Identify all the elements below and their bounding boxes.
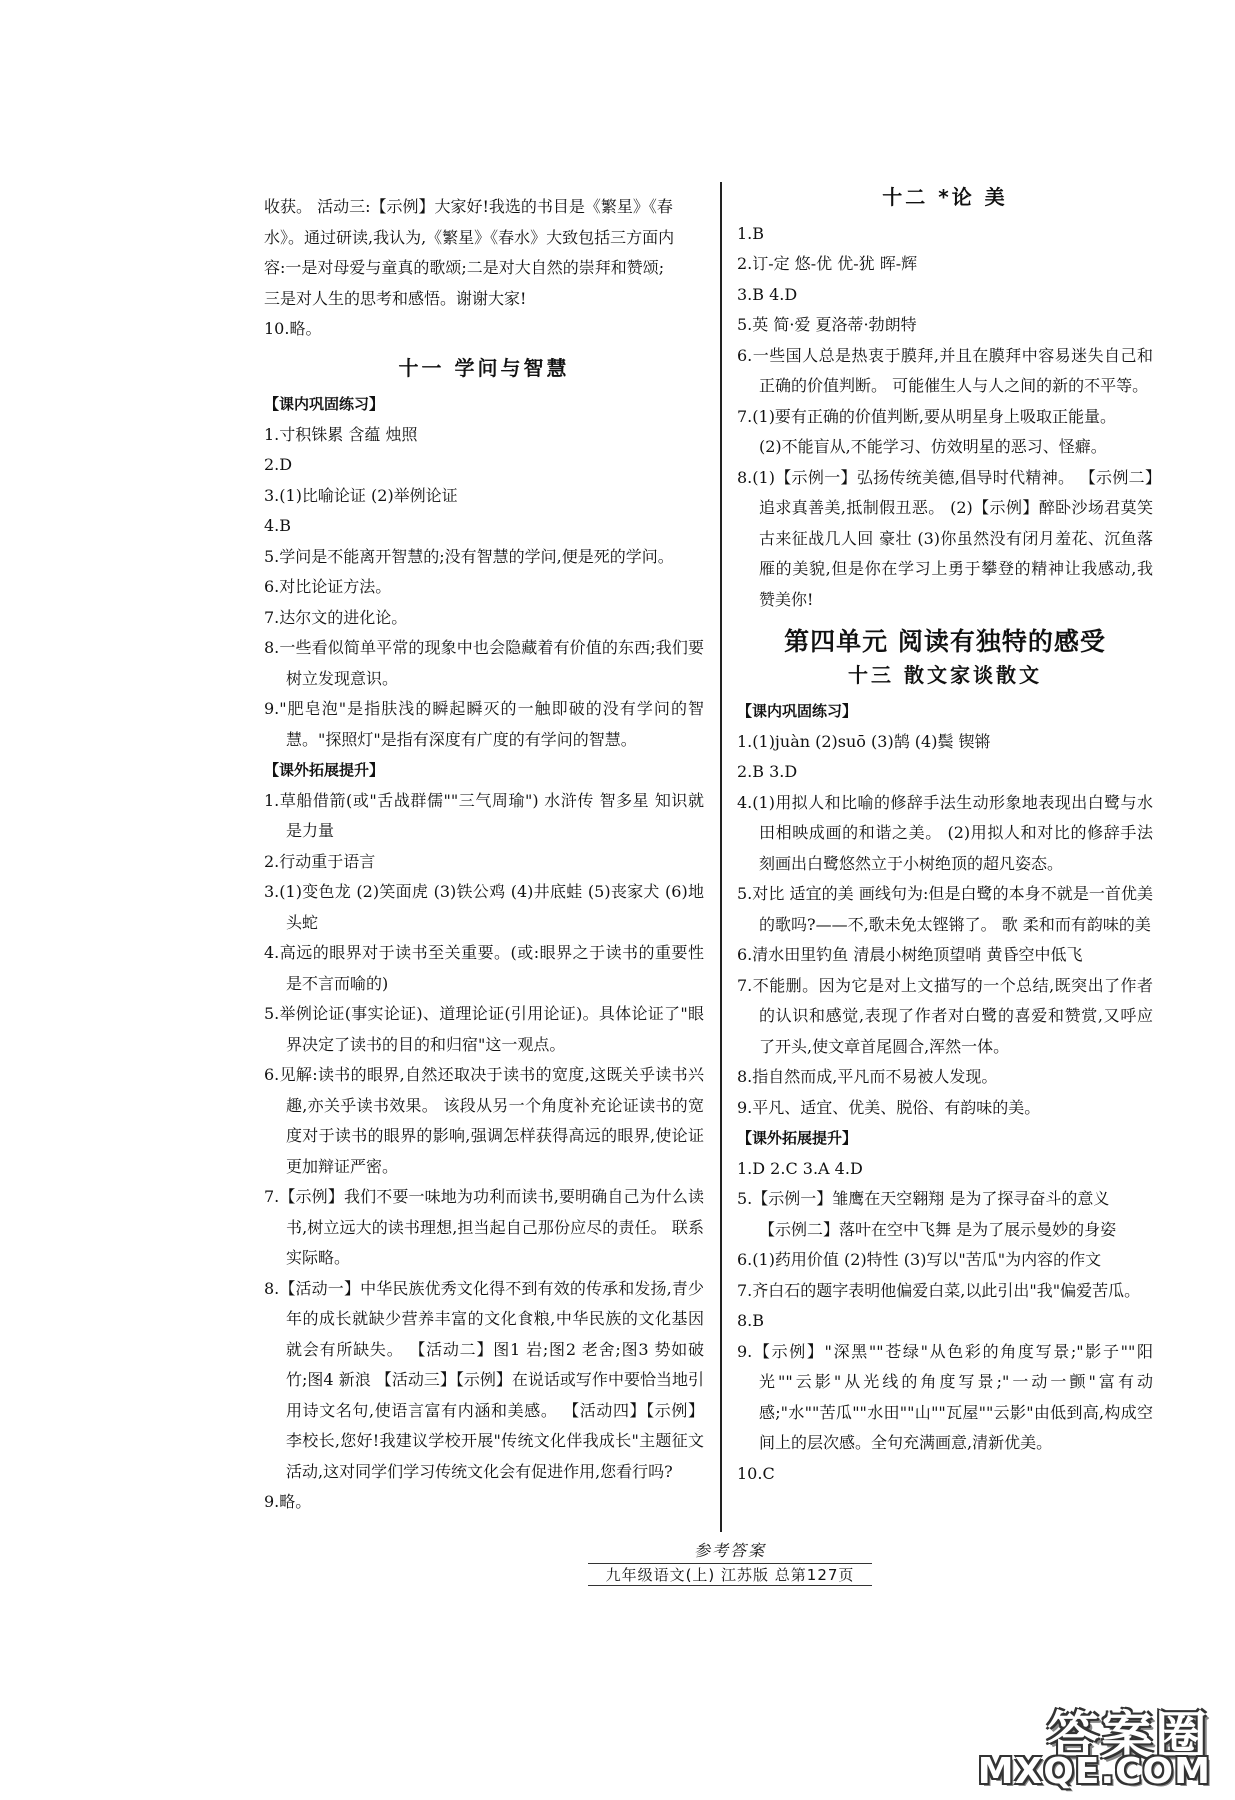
answer-item: 3.(1)比喻论证 (2)举例论证 xyxy=(264,485,458,505)
answer-item: 1.(1)juàn (2)suō (3)鹄 (4)鬓 锲锵 xyxy=(737,731,991,751)
text-line: 容:一是对母爱与童真的歌颂;二是对大自然的崇拜和赞颂; xyxy=(264,258,665,277)
answer-item: 2.订-定 悠-优 优-犹 晖-辉 xyxy=(737,254,918,273)
subhead: 【课内巩固练习】 xyxy=(264,395,385,413)
subhead: 【课外拓展提升】 xyxy=(264,761,385,779)
answer-item: 3.B 4.D xyxy=(737,284,798,304)
watermark-bottom: MXQE.COM xyxy=(977,1751,1211,1792)
top-lines xyxy=(264,192,704,345)
answer-item: 2.D xyxy=(264,455,293,474)
answer-item: 8.B xyxy=(737,1311,765,1330)
answer-item: 8.【活动一】中华民族优秀文化得不到有效的传承和发扬,青少年的成长就缺少营养丰富的文化食粮,中华民族的文化基因就会有所缺失。 【活动二】图1 岩;图2 老舍;图3 势如破竹;图4 新浪 【活动三】【示例】在说话或写作中要恰当地引用诗文名句,使语言富有内涵和美感。 【活动四】【示例】李校长,您好!我建议学校开展"传统文化伴我成长"主题征文活动,这对同学们学习传统文化会有促进作用,您看行吗? xyxy=(264,1278,704,1481)
answer-item: 1.寸积铢累 含蕴 烛照 xyxy=(264,424,418,444)
answer-item: 1.草船借箭(或"舌战群儒""三气周瑜") 水浒传 智多星 知识就是力量 xyxy=(264,790,704,840)
answer-item: 5.学问是不能离开智慧的;没有智慧的学问,便是死的学问。 xyxy=(264,546,674,566)
text-line: 水》。通过研读,我认为,《繁星》《春水》大致包括三方面内 xyxy=(264,227,675,247)
answer-item: 7.齐白石的题字表明他偏爱白菜,以此引出"我"偏爱苦瓜。 xyxy=(737,1280,1141,1300)
section-title: 十三 散文家谈散文 xyxy=(848,662,1042,687)
text-line: 10.略。 xyxy=(264,319,322,338)
answer-item: 2.B 3.D xyxy=(737,762,798,781)
answer-list xyxy=(737,727,1153,1124)
footer-label: 参考答案 xyxy=(693,1541,766,1560)
answer-item: 6.清水田里钓鱼 清晨小树绝顶望哨 黄昏空中低飞 xyxy=(737,945,1083,964)
watermark-top: 答案圈 xyxy=(1046,1707,1209,1767)
answer-list xyxy=(264,786,704,1518)
unit-title: 第四单元 阅读有独特的感受 xyxy=(784,627,1106,656)
answer-item: 3.(1)变色龙 (2)笑面虎 (3)铁公鸡 (4)井底蛙 (5)丧家犬 (6)地头蛇 xyxy=(264,882,704,932)
answer-item: 5.举例论证(事实论证)、道理论证(引用论证)。具体论证了"眼界决定了读书的目的和归宿"这一观点。 xyxy=(264,1004,704,1054)
answer-item: 1.D 2.C 3.A 4.D xyxy=(737,1158,863,1178)
answer-item: 7.【示例】我们不要一味地为功利而读书,要明确自己为什么读书,树立远大的读书理想,担当起自己那份应尽的责任。 联系实际略。 xyxy=(264,1187,704,1267)
text-line: 收获。 活动三:【示例】大家好!我选的书目是《繁星》《春 xyxy=(264,197,673,216)
answer-item: 9.略。 xyxy=(264,1492,312,1511)
section-title: 十一 学问与智慧 xyxy=(398,355,570,380)
answer-item: 8.指自然而成,平凡而不易被人发现。 xyxy=(737,1067,998,1086)
answer-list xyxy=(737,1154,1153,1490)
answer-item: 7.不能删。因为它是对上文描写的一个总结,既突出了作者的认识和感觉,表现了作者对白鹭的喜爱和赞赏,又呼应了开头,使文章首尾圆合,浑然一体。 xyxy=(737,975,1153,1056)
right-column xyxy=(737,185,1153,1489)
answer-item: 8.一些看似简单平常的现象中也会隐藏着有价值的东西;我们要树立发现意识。 xyxy=(264,638,704,688)
answer-item: 9.【示例】"深黑""苍绿"从色彩的角度写景;"影子""阳光""云影"从光线的角度写景;"一动一颤"富有动感;"水""苦瓜""水田""山""瓦屋""云影"由低到高,构成空间上的层次感。全句充满画意,清新优美。 xyxy=(737,1341,1153,1452)
answer-item: 9."肥皂泡"是指肤浅的瞬起瞬灭的一触即破的没有学问的智慧。"探照灯"是指有深度有广度的有学问的智慧。 xyxy=(264,699,704,749)
answer-item: 6.一些国人总是热衷于膜拜,并且在膜拜中容易迷失自己和正确的价值判断。 可能催生人与人之间的新的不平等。 xyxy=(737,345,1153,395)
answer-item: (2)不能盲从,不能学习、仿效明星的恶习、怪癖。 xyxy=(759,437,1107,456)
answer-item: 2.行动重于语言 xyxy=(264,851,376,871)
section-title: 十二 *论 美 xyxy=(882,185,1008,209)
answer-item: 4.高远的眼界对于读书至关重要。(或:眼界之于读书的重要性是不言而喻的) xyxy=(264,943,704,993)
answer-item: 7.(1)要有正确的价值判断,要从明星身上吸取正能量。 xyxy=(737,406,1117,426)
subhead: 【课内巩固练习】 xyxy=(737,702,858,720)
answer-item: 4.B xyxy=(264,516,292,535)
left-column xyxy=(264,192,704,1518)
answer-list xyxy=(737,219,1153,616)
answer-item: 5.对比 适宜的美 画线句为:但是白鹭的本身不就是一首优美的歌吗?——不,歌未免太铿锵了。 歌 柔和而有韵味的美 xyxy=(737,884,1153,934)
answer-list xyxy=(264,420,704,756)
answer-item: 4.(1)用拟人和比喻的修辞手法生动形象地表现出白鹭与水田相映成画的和谐之美。 (2)用拟人和对比的修辞手法刻画出白鹭悠然立于小树绝顶的超凡姿态。 xyxy=(737,792,1153,873)
watermark-logo xyxy=(977,1694,1217,1792)
subhead: 【课外拓展提升】 xyxy=(737,1129,858,1147)
answer-item: 6.见解:读书的眼界,自然还取决于读书的宽度,这既关乎读书兴趣,亦关乎读书效果。 该段从另一个角度补充论证读书的宽度对于读书的眼界的影响,强调怎样获得高远的眼界,使论证更加辩证严密。 xyxy=(264,1065,704,1176)
column-divider xyxy=(720,182,722,1532)
answer-item: 【示例二】落叶在空中飞舞 是为了展示曼妙的身姿 xyxy=(759,1219,1117,1239)
answer-item: 6.对比论证方法。 xyxy=(264,577,392,596)
page-footer xyxy=(450,1538,1010,1586)
answer-item: 5.【示例一】雏鹰在天空翱翔 是为了探寻奋斗的意义 xyxy=(737,1189,1110,1208)
text-line: 三是对人生的思考和感悟。谢谢大家! xyxy=(264,288,527,308)
answer-item: 6.(1)药用价值 (2)特性 (3)写以"苦瓜"为内容的作文 xyxy=(737,1250,1102,1269)
footer-info: 九年级语文(上) 江苏版 总第127页 xyxy=(588,1563,873,1586)
answer-item: 10.C xyxy=(737,1463,775,1483)
answer-item: 1.B xyxy=(737,223,765,243)
answer-item: 9.平凡、适宜、优美、脱俗、有韵味的美。 xyxy=(737,1097,1041,1117)
answer-item: 5.英 简·爱 夏洛蒂·勃朗特 xyxy=(737,315,917,334)
answer-item: 8.(1)【示例一】弘扬传统美德,倡导时代精神。 【示例二】追求真善美,抵制假丑恶。 (2)【示例】醉卧沙场君莫笑 古来征战几人回 豪壮 (3)你虽然没有闭月羞花、沉鱼落雁的美貌,但是你在学习上勇于攀登的精神让我感动,我赞美你! xyxy=(737,467,1153,609)
answer-item: 7.达尔文的进化论。 xyxy=(264,607,408,627)
